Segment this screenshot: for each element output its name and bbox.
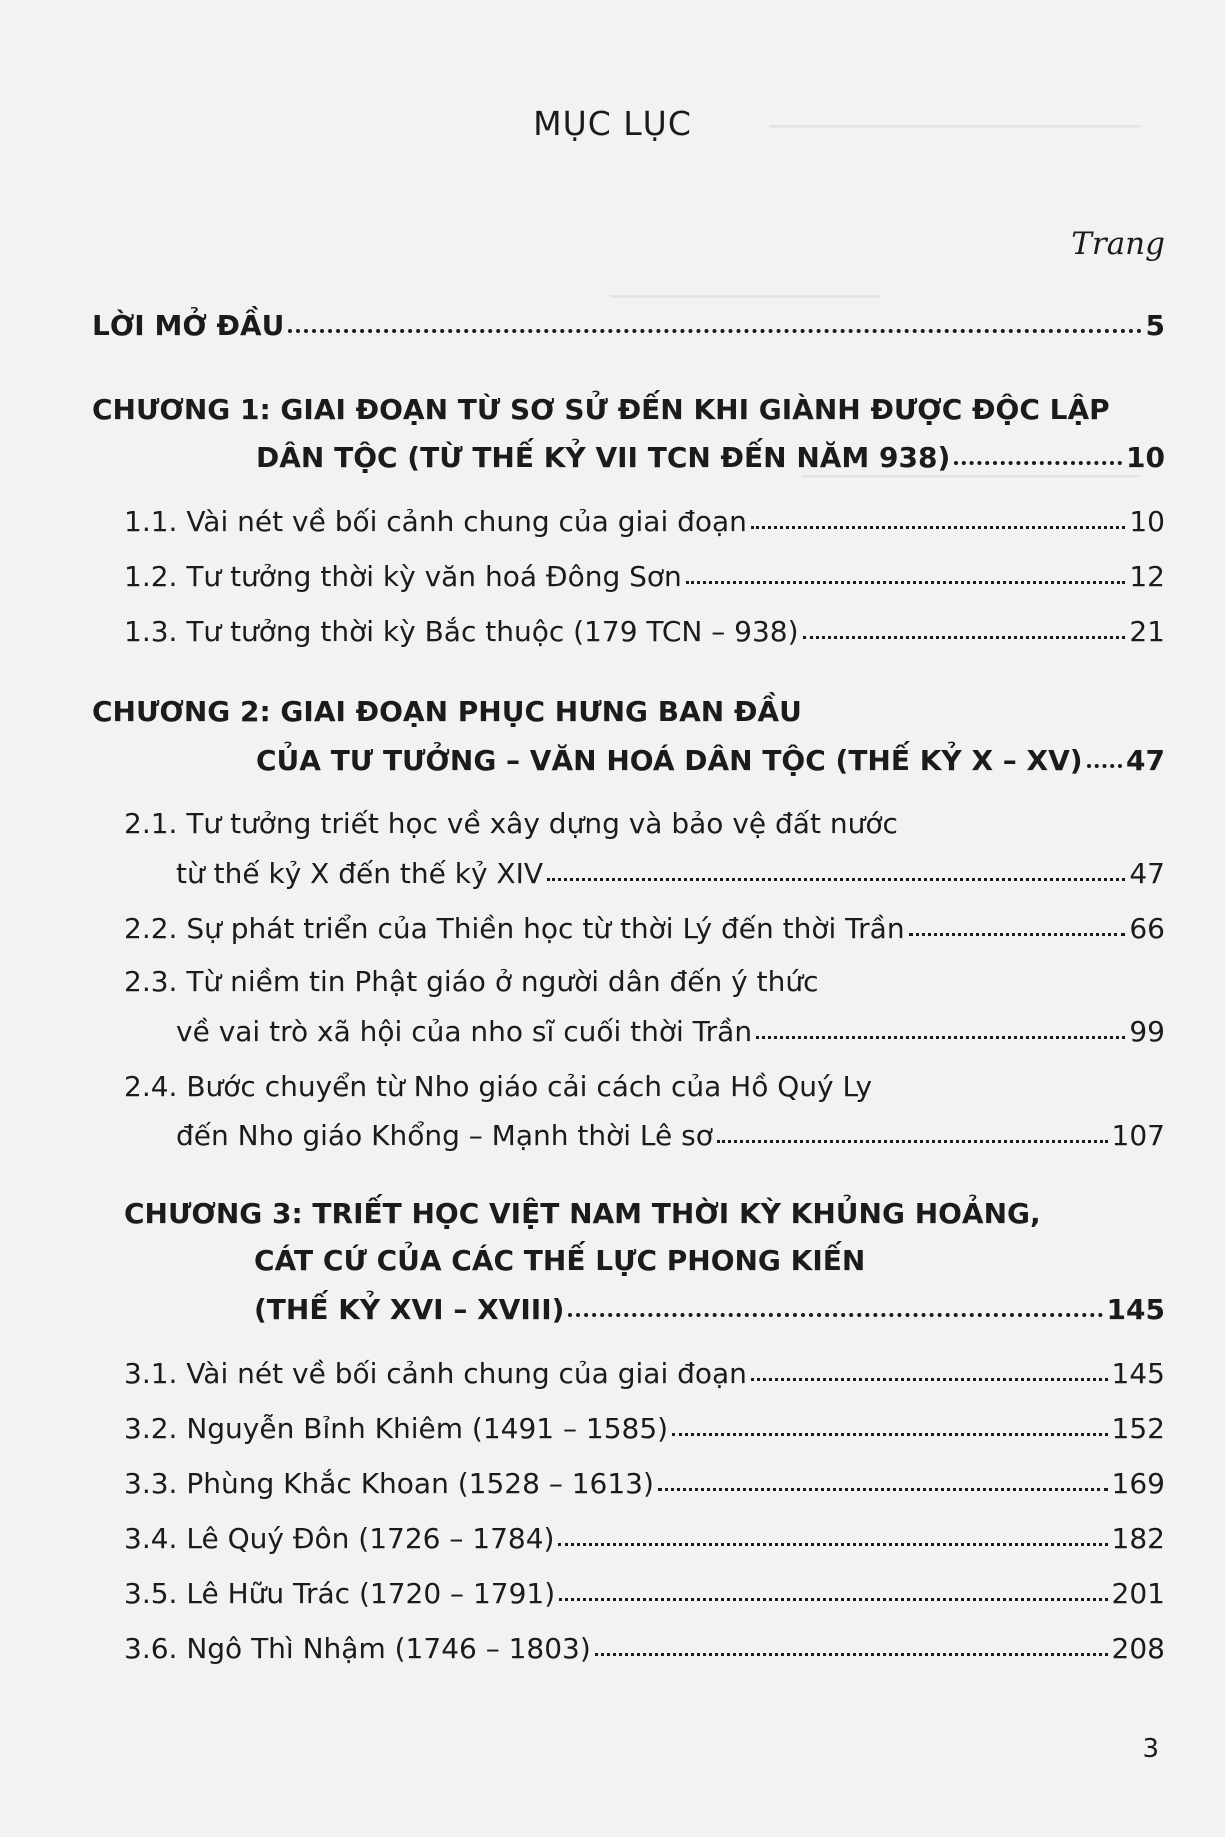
leader-dots xyxy=(568,1313,1102,1317)
leader-dots xyxy=(672,1433,1107,1436)
toc-entry-3-3[interactable] xyxy=(124,1460,1165,1500)
leader-dots xyxy=(909,933,1126,936)
toc-entry-2-4-line1: 2.4. Bước chuyển từ Nho giáo cải cách của Hồ Quý Ly xyxy=(124,1070,873,1103)
toc-entry-label: CỦA TƯ TƯỞNG – VĂN HOÁ DÂN TỘC (THẾ KỶ X – XV) xyxy=(256,744,1083,777)
toc-entry-3-4[interactable] xyxy=(124,1515,1165,1555)
toc-entry-3-2[interactable] xyxy=(124,1405,1165,1445)
toc-entry-page: 107 xyxy=(1111,1119,1165,1152)
toc-entry-label: 2.2. Sự phát triển của Thiền học từ thời Lý đến thời Trần xyxy=(124,912,905,945)
page-column-label: Trang xyxy=(1071,226,1165,262)
toc-entry-3-5[interactable] xyxy=(124,1570,1165,1610)
toc-entry-page: 5 xyxy=(1145,309,1165,342)
toc-entry-label: 3.1. Vài nét về bối cảnh chung của giai đoạn xyxy=(124,1357,747,1390)
toc-entry-page: 12 xyxy=(1129,560,1165,593)
leader-dots xyxy=(954,461,1122,465)
toc-entry-label: 3.3. Phùng Khắc Khoan (1528 – 1613) xyxy=(124,1467,654,1500)
toc-chapter-3-line2: CÁT CỨ CỦA CÁC THẾ LỰC PHONG KIẾN xyxy=(254,1244,866,1277)
toc-entry-label: từ thế kỷ X đến thế kỷ XIV xyxy=(176,857,544,890)
toc-entry-label: LỜI MỞ ĐẦU xyxy=(92,309,285,342)
toc-entry-page: 208 xyxy=(1111,1632,1165,1665)
toc-entry-2-1-line1: 2.1. Tư tưởng triết học về xây dựng và bảo vệ đất nước xyxy=(124,807,898,840)
toc-entry-3-6[interactable] xyxy=(124,1625,1165,1665)
toc-entry-label: về vai trò xã hội của nho sĩ cuối thời Trần xyxy=(176,1015,753,1048)
toc-entry-page: 152 xyxy=(1111,1412,1165,1445)
toc-entry-2-1[interactable] xyxy=(176,850,1165,890)
leader-dots xyxy=(751,1378,1108,1381)
leader-dots xyxy=(595,1653,1108,1656)
toc-entry-label: 1.1. Vài nét về bối cảnh chung của giai đoạn xyxy=(124,505,747,538)
toc-entry-page: 99 xyxy=(1129,1015,1165,1048)
toc-entry-2-3[interactable] xyxy=(176,1008,1165,1048)
toc-entry-page: 47 xyxy=(1129,857,1165,890)
toc-entry-label: đến Nho giáo Khổng – Mạnh thời Lê sơ xyxy=(176,1119,713,1152)
toc-entry-page: 182 xyxy=(1111,1522,1165,1555)
toc-entry-1-2[interactable] xyxy=(124,553,1165,593)
toc-entry-page: 201 xyxy=(1111,1577,1165,1610)
toc-entry-label: 3.4. Lê Quý Đôn (1726 – 1784) xyxy=(124,1522,555,1555)
leader-dots xyxy=(686,581,1126,584)
leader-dots xyxy=(803,636,1126,639)
toc-chapter-2-line1: CHƯƠNG 2: GIAI ĐOẠN PHỤC HƯNG BAN ĐẦU xyxy=(92,695,802,728)
toc-entry-page: 145 xyxy=(1111,1357,1165,1390)
leader-dots xyxy=(558,1543,1107,1546)
leader-dots xyxy=(717,1140,1108,1143)
toc-entry-label: (THẾ KỶ XVI – XVIII) xyxy=(254,1293,565,1326)
toc-entry-label: DÂN TỘC (TỪ THẾ KỶ VII TCN ĐẾN NĂM 938) xyxy=(256,441,951,474)
toc-entry-page: 66 xyxy=(1129,912,1165,945)
toc-entry-chapter-3[interactable] xyxy=(254,1286,1165,1326)
leader-dots xyxy=(559,1598,1107,1601)
toc-entry-preface[interactable] xyxy=(92,302,1165,342)
show-through-texture: ────────────────────── ──────────────── ──────────────────── xyxy=(610,110,1140,493)
toc-entry-page: 21 xyxy=(1129,615,1165,648)
toc-entry-page: 47 xyxy=(1126,744,1165,777)
toc-entry-label: 3.2. Nguyễn Bỉnh Khiêm (1491 – 1585) xyxy=(124,1412,669,1445)
toc-entry-chapter-2[interactable] xyxy=(256,737,1165,777)
toc-chapter-1-line1: CHƯƠNG 1: GIAI ĐOẠN TỪ SƠ SỬ ĐẾN KHI GIÀNH ĐƯỢC ĐỘC LẬP xyxy=(92,393,1110,426)
page-title: MỤC LỤC xyxy=(533,104,692,143)
leader-dots xyxy=(751,526,1125,529)
toc-entry-2-2[interactable] xyxy=(124,905,1165,945)
toc-chapter-3-line1: CHƯƠNG 3: TRIẾT HỌC VIỆT NAM THỜI KỲ KHỦNG HOẢNG, xyxy=(124,1197,1041,1230)
leader-dots xyxy=(547,878,1125,881)
toc-entry-label: 1.3. Tư tưởng thời kỳ Bắc thuộc (179 TCN – 938) xyxy=(124,615,799,648)
toc-entry-page: 10 xyxy=(1129,505,1165,538)
leader-dots xyxy=(288,329,1141,333)
toc-entry-page: 145 xyxy=(1106,1293,1165,1326)
toc-entry-1-3[interactable] xyxy=(124,608,1165,648)
toc-entry-1-1[interactable] xyxy=(124,498,1165,538)
toc-entry-2-4[interactable] xyxy=(176,1112,1165,1152)
toc-entry-3-1[interactable] xyxy=(124,1350,1165,1390)
toc-entry-label: 1.2. Tư tưởng thời kỳ văn hoá Đông Sơn xyxy=(124,560,682,593)
toc-entry-page: 169 xyxy=(1111,1467,1165,1500)
leader-dots xyxy=(658,1488,1108,1491)
leader-dots xyxy=(1087,764,1122,768)
leader-dots xyxy=(756,1036,1125,1039)
toc-entry-chapter-1[interactable] xyxy=(256,434,1165,474)
toc-entry-label: 3.5. Lê Hữu Trác (1720 – 1791) xyxy=(124,1577,556,1610)
toc-entry-label: 3.6. Ngô Thì Nhậm (1746 – 1803) xyxy=(124,1632,591,1665)
toc-entry-page: 10 xyxy=(1126,441,1165,474)
page-number: 3 xyxy=(1142,1734,1159,1764)
toc-entry-2-3-line1: 2.3. Từ niềm tin Phật giáo ở người dân đến ý thức xyxy=(124,965,819,998)
